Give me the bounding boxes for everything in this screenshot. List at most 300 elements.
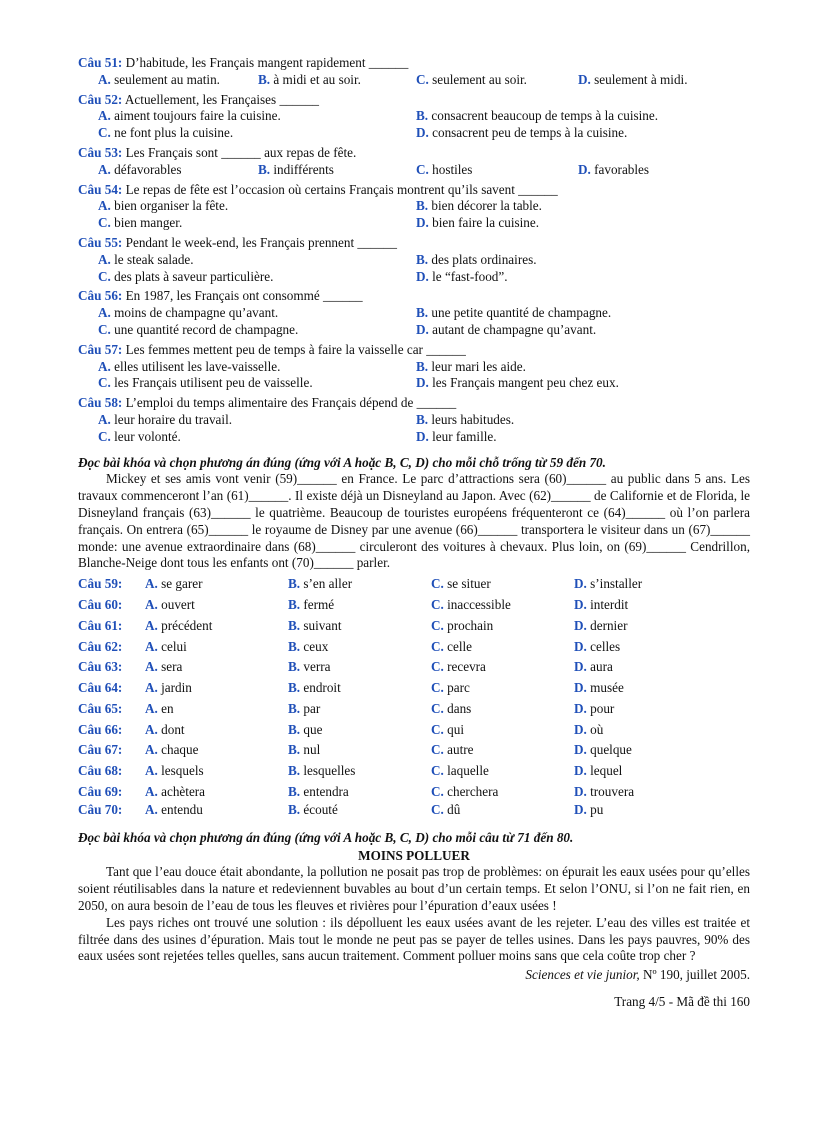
question <box>78 235 750 285</box>
option-text: celui <box>161 638 187 654</box>
answer-option <box>416 108 658 125</box>
option-text: ouvert <box>161 596 195 612</box>
option-letter: D. <box>574 596 587 612</box>
option-letter: B. <box>288 638 301 654</box>
answer-option <box>258 162 416 179</box>
question-number: Câu 54: <box>78 181 123 197</box>
source-journal: Sciences et vie junior, <box>525 967 640 983</box>
option-letter: A. <box>145 742 158 758</box>
answer-option <box>416 412 514 429</box>
option-text: précédent <box>161 617 213 633</box>
answer-option <box>145 720 288 741</box>
option-text: recevra <box>447 659 486 675</box>
question-row <box>78 803 750 817</box>
option-letter: B. <box>288 784 301 800</box>
option-letter: D. <box>574 576 587 592</box>
answer-option <box>288 720 431 741</box>
option-text: sera <box>161 659 183 675</box>
answer-option <box>288 657 431 678</box>
option-text: pour <box>590 700 615 716</box>
option-text: consacrent peu de temps à la cuisine. <box>432 125 628 141</box>
question-number: Câu 52: <box>78 91 123 107</box>
option-letter: D. <box>574 763 587 779</box>
option-letter: B. <box>416 305 429 321</box>
question-number: Câu 51: <box>78 55 123 70</box>
option-text: aura <box>590 659 613 675</box>
option-letter: C. <box>431 721 444 737</box>
option-letter: B. <box>288 801 301 817</box>
answer-option <box>288 740 431 761</box>
option-letter: A. <box>145 700 158 716</box>
option-text: indifférents <box>273 161 334 177</box>
option-text: une quantité record de champagne. <box>114 321 299 337</box>
answer-option <box>416 252 537 269</box>
answer-option <box>288 574 431 595</box>
option-letter: C. <box>431 638 444 654</box>
answer-option <box>145 699 288 720</box>
answer-option <box>288 699 431 720</box>
question-number: Câu 59: <box>78 576 123 592</box>
option-letter: B. <box>288 659 301 675</box>
question-stem <box>78 92 750 109</box>
passage-source <box>78 967 750 984</box>
option-text: laquelle <box>447 763 489 779</box>
question-stem <box>78 145 750 162</box>
option-letter: A. <box>145 576 158 592</box>
answer-option <box>416 359 526 376</box>
option-text: le “fast-food”. <box>432 268 508 284</box>
option-letter: A. <box>98 251 111 267</box>
option-letter: C. <box>416 71 429 87</box>
option-text: des plats ordinaires. <box>431 251 537 267</box>
option-letter: A. <box>145 784 158 800</box>
option-text: chaque <box>161 742 199 758</box>
option-letter: C. <box>431 784 444 800</box>
question-number: Câu 60: <box>78 596 123 612</box>
question-number: Câu 55: <box>78 234 123 250</box>
option-letter: C. <box>431 596 444 612</box>
exam-page <box>78 55 750 1011</box>
option-text: endroit <box>303 680 341 696</box>
passage-title: MOINS POLLUER <box>358 847 470 863</box>
section-heading-59-70: Đọc bài khóa và chọn phương án đúng (ứng với A hoặc B, C, D) cho mỗi chỗ trống từ 59 đến 70. <box>78 454 606 470</box>
option-text: hostiles <box>432 161 473 177</box>
question-stem <box>78 55 750 72</box>
option-text: que <box>303 721 323 737</box>
option-text: celle <box>447 638 473 654</box>
option-letter: A. <box>145 721 158 737</box>
option-letter: A. <box>98 108 111 124</box>
option-text: autant de champagne qu’avant. <box>432 321 597 337</box>
page-footer: Trang 4/5 - Mã đề thi 160 <box>614 994 750 1010</box>
option-text: lequel <box>590 763 623 779</box>
option-letter: D. <box>416 428 429 444</box>
option-row <box>78 359 750 376</box>
option-letter: D. <box>578 161 591 177</box>
option-letter: D. <box>574 638 587 654</box>
question-number: Câu 67: <box>78 742 123 758</box>
option-text: quelque <box>590 742 632 758</box>
answer-option <box>98 322 416 339</box>
option-letter: A. <box>145 659 158 675</box>
answer-option <box>431 803 574 817</box>
option-letter: B. <box>416 198 429 214</box>
option-letter: A. <box>145 617 158 633</box>
answer-option <box>288 616 431 637</box>
option-letter: A. <box>98 305 111 321</box>
option-text: dans <box>447 700 472 716</box>
option-text: consacrent beaucoup de temps à la cuisine. <box>431 108 659 124</box>
option-letter: D. <box>574 617 587 633</box>
questions-51-58 <box>78 55 750 446</box>
option-text: bien décorer la table. <box>431 198 542 214</box>
option-text: entendra <box>303 784 349 800</box>
option-row <box>78 162 750 179</box>
answer-option <box>574 678 624 699</box>
option-letter: A. <box>145 638 158 654</box>
option-text: lesquelles <box>303 763 356 779</box>
answer-option <box>574 595 628 616</box>
answer-option <box>288 761 431 782</box>
answer-option <box>431 761 574 782</box>
option-letter: C. <box>431 801 444 817</box>
question-number: Câu 64: <box>78 680 123 696</box>
answer-option <box>574 657 613 678</box>
option-text: leur volonté. <box>114 428 181 444</box>
option-letter: B. <box>288 700 301 716</box>
answer-option <box>431 574 574 595</box>
option-letter: D. <box>574 742 587 758</box>
option-letter: D. <box>416 215 429 231</box>
option-text: nul <box>303 742 321 758</box>
option-letter: D. <box>578 71 591 87</box>
option-letter: C. <box>431 742 444 758</box>
answer-option <box>98 252 416 269</box>
option-letter: D. <box>574 784 587 800</box>
option-text: lesquels <box>161 763 204 779</box>
option-text: les Français mangent peu chez eux. <box>432 375 619 391</box>
question-row <box>78 595 750 616</box>
question-number: Câu 63: <box>78 659 123 675</box>
question-text: Le repas de fête est l’occasion où certains Français montrent qu’ils savent ______ <box>125 181 558 197</box>
option-letter: B. <box>416 358 429 374</box>
question <box>78 92 750 142</box>
answer-option <box>258 72 416 89</box>
option-row <box>78 305 750 322</box>
answer-option <box>431 637 574 658</box>
answer-option <box>574 740 632 761</box>
answer-option <box>431 678 574 699</box>
answer-option <box>98 198 416 215</box>
option-letter: C. <box>431 680 444 696</box>
question-stem <box>78 395 750 412</box>
option-text: parc <box>447 680 470 696</box>
option-text: dû <box>447 801 461 817</box>
answer-option <box>431 657 574 678</box>
question-text: D’habitude, les Français mangent rapidement ______ <box>125 55 409 70</box>
option-text: les Français utilisent peu de vaisselle. <box>114 375 313 391</box>
answer-option <box>578 72 688 89</box>
answer-option <box>416 269 508 286</box>
answer-option <box>145 782 288 803</box>
option-row <box>78 252 750 269</box>
passage-paragraph-1: Tant que l’eau douce était abondante, la pollution ne posait pas trop de problèmes: on épurait les eaux usées pour qu’elles soient réutilisables dans la nature et redeviennent buvables au bout d’un certain temps. Et selon l’ONU, si l’on ne fait rien, en 2050, on aura besoin de l’eau de tous les fleuves et rivières pour l’épuration d’eaux usées ! <box>78 864 750 914</box>
option-letter: B. <box>288 763 301 779</box>
option-letter: D. <box>416 321 429 337</box>
answer-option <box>145 803 288 817</box>
option-letter: B. <box>288 680 301 696</box>
option-text: verra <box>303 659 331 675</box>
option-row <box>78 108 750 125</box>
option-text: moins de champagne qu’avant. <box>114 305 279 321</box>
option-letter: B. <box>416 108 429 124</box>
option-text: favorables <box>594 161 650 177</box>
option-letter: C. <box>98 215 111 231</box>
option-text: jardin <box>161 680 192 696</box>
answer-option <box>145 637 288 658</box>
option-text: ne font plus la cuisine. <box>114 125 234 141</box>
answer-option <box>574 699 614 720</box>
option-row <box>78 215 750 232</box>
option-text: trouvera <box>590 784 635 800</box>
answer-option <box>288 637 431 658</box>
answer-option <box>574 761 622 782</box>
option-letter: C. <box>431 617 444 633</box>
answer-option <box>98 429 416 446</box>
question-row <box>78 761 750 782</box>
option-letter: A. <box>98 161 111 177</box>
option-letter: D. <box>416 125 429 141</box>
question-row <box>78 574 750 595</box>
option-letter: C. <box>431 700 444 716</box>
question-row <box>78 720 750 741</box>
option-text: cherchera <box>447 784 499 800</box>
source-issue: Nº 190, juillet 2005. <box>642 967 750 983</box>
question-number: Câu 61: <box>78 617 123 633</box>
answer-option <box>145 761 288 782</box>
option-text: entendu <box>161 801 203 817</box>
answer-option <box>98 305 416 322</box>
option-text: leur famille. <box>432 428 497 444</box>
answer-option <box>431 782 574 803</box>
answer-option <box>431 740 574 761</box>
option-letter: D. <box>574 721 587 737</box>
question-stem <box>78 235 750 252</box>
option-text: s’installer <box>590 576 643 592</box>
option-letter: C. <box>98 268 111 284</box>
question-row <box>78 740 750 761</box>
option-text: dont <box>161 721 185 737</box>
option-letter: B. <box>416 251 429 267</box>
option-text: interdit <box>590 596 629 612</box>
answer-option <box>98 108 416 125</box>
cloze-passage: Mickey et ses amis vont venir (59)______ en France. Le parc d’attractions sera (60)______ au public dans 5 ans. Les travaux commenceront l’an (61)______. Il existe déjà un Disneyland au Japon. Avec (62)______ de Californie et de Florida, le Disneyland français (63)______ le quatrième. Beaucoup de touristes européens fréquenteront ce (64)______ où l’on parlera français. On entrera (65)______ le royaume de Disney par une avenue (66)______ transportera le visiteur dans un (67)______ monde: une avenue extraordinaire dans (68)______ circuleront des voitures à chevaux. Plus loin, on (69)______ Cendrillon, Blanche-Neige dont tous les enfants ont (70)______ parler. <box>78 471 750 571</box>
option-letter: A. <box>145 596 158 612</box>
question-number: Câu 62: <box>78 638 123 654</box>
question-number: Câu 53: <box>78 144 123 160</box>
option-letter: D. <box>574 680 587 696</box>
answer-option <box>578 162 649 179</box>
option-letter: C. <box>431 576 444 592</box>
answer-option <box>98 162 258 179</box>
answer-option <box>288 803 431 817</box>
option-text: s’en aller <box>303 576 353 592</box>
question-row <box>78 699 750 720</box>
question-text: Pendant le week-end, les Français prennent ______ <box>125 234 397 250</box>
option-text: leur horaire du travail. <box>114 411 233 427</box>
answer-option <box>145 616 288 637</box>
question-text: En 1987, les Français ont consommé ______ <box>125 288 363 304</box>
answer-option <box>288 678 431 699</box>
option-text: bien faire la cuisine. <box>432 215 540 231</box>
option-text: se situer <box>447 576 491 592</box>
option-text: ceux <box>303 638 329 654</box>
option-letter: C. <box>98 125 111 141</box>
question-row <box>78 782 750 803</box>
question-row <box>78 657 750 678</box>
option-letter: B. <box>258 71 271 87</box>
question-stem <box>78 342 750 359</box>
option-letter: C. <box>431 659 444 675</box>
question-stem <box>78 288 750 305</box>
option-letter: B. <box>258 161 271 177</box>
answer-option <box>98 269 416 286</box>
option-text: fermé <box>303 596 335 612</box>
answer-option <box>98 125 416 142</box>
answer-option <box>416 72 578 89</box>
question <box>78 145 750 179</box>
answer-option <box>98 215 416 232</box>
answer-option <box>574 803 603 817</box>
question-row <box>78 678 750 699</box>
option-letter: A. <box>98 358 111 374</box>
answer-option <box>145 657 288 678</box>
option-letter: D. <box>574 801 587 817</box>
option-row <box>78 375 750 392</box>
option-text: se garer <box>161 576 203 592</box>
option-row <box>78 125 750 142</box>
option-letter: B. <box>288 742 301 758</box>
answer-option <box>431 699 574 720</box>
option-text: défavorables <box>114 161 182 177</box>
option-row <box>78 322 750 339</box>
option-row <box>78 269 750 286</box>
option-row <box>78 429 750 446</box>
answer-option <box>416 375 619 392</box>
question <box>78 182 750 232</box>
option-letter: B. <box>288 596 301 612</box>
passage-paragraph-2: Les pays riches ont trouvé une solution : ils dépolluent les eaux usées avant de les rejeter. L’eau des villes est traitée et filtrée dans des usines d’épuration. Mais tout le monde ne peut pas se payer de telles usines. Dans les pays pauvres, 90% des eaux usées sont rejetées telles quelles, sans aucun traitement. Comment polluer moins sans que cela coûte trop cher ? <box>78 914 750 964</box>
question-number: Câu 57: <box>78 341 123 357</box>
answer-option <box>288 595 431 616</box>
option-letter: B. <box>288 617 301 633</box>
answer-option <box>145 574 288 595</box>
option-letter: A. <box>98 198 111 214</box>
question <box>78 395 750 445</box>
option-text: suivant <box>303 617 342 633</box>
answer-option <box>98 375 416 392</box>
questions-59-70 <box>78 574 750 817</box>
answer-option <box>416 125 627 142</box>
option-text: seulement au matin. <box>114 71 220 87</box>
option-letter: B. <box>288 576 301 592</box>
question <box>78 55 750 89</box>
option-text: celles <box>590 638 621 654</box>
option-text: en <box>161 700 174 716</box>
question-stem <box>78 182 750 199</box>
option-text: une petite quantité de champagne. <box>431 305 612 321</box>
question-number: Câu 66: <box>78 721 123 737</box>
option-text: seulement à midi. <box>594 71 688 87</box>
option-letter: A. <box>98 411 111 427</box>
answer-option <box>574 720 603 741</box>
answer-option <box>574 574 642 595</box>
answer-option <box>416 305 611 322</box>
answer-option <box>98 72 258 89</box>
option-letter: D. <box>416 268 429 284</box>
question-text: Les Français sont ______ aux repas de fête. <box>125 144 357 160</box>
option-row <box>78 72 750 89</box>
option-text: prochain <box>447 617 494 633</box>
option-letter: A. <box>145 680 158 696</box>
answer-option <box>431 720 574 741</box>
question-number: Câu 70: <box>78 801 123 817</box>
option-letter: D. <box>416 375 429 391</box>
answer-option <box>416 322 596 339</box>
option-letter: A. <box>145 763 158 779</box>
option-letter: A. <box>98 71 111 87</box>
question-text: Les femmes mettent peu de temps à faire la vaisselle car ______ <box>125 341 466 357</box>
option-letter: B. <box>416 411 429 427</box>
question-row <box>78 637 750 658</box>
option-text: des plats à saveur particulière. <box>114 268 274 284</box>
option-letter: C. <box>98 428 111 444</box>
question-number: Câu 68: <box>78 763 123 779</box>
question <box>78 288 750 338</box>
option-text: dernier <box>590 617 628 633</box>
option-row <box>78 412 750 429</box>
option-letter: C. <box>98 321 111 337</box>
answer-option <box>416 429 497 446</box>
answer-option <box>416 162 578 179</box>
option-text: leurs habitudes. <box>431 411 515 427</box>
answer-option <box>574 782 634 803</box>
question-number: Câu 56: <box>78 288 123 304</box>
answer-option <box>145 740 288 761</box>
option-letter: D. <box>574 659 587 675</box>
question-number: Câu 58: <box>78 395 123 411</box>
answer-option <box>98 359 416 376</box>
option-letter: A. <box>145 801 158 817</box>
option-letter: B. <box>288 721 301 737</box>
option-text: achètera <box>161 784 206 800</box>
question-row <box>78 616 750 637</box>
option-letter: C. <box>416 161 429 177</box>
answer-option <box>574 637 620 658</box>
question-number: Câu 69: <box>78 784 123 800</box>
option-text: par <box>303 700 321 716</box>
option-text: le steak salade. <box>114 251 194 267</box>
option-text: pu <box>590 801 604 817</box>
option-letter: D. <box>574 700 587 716</box>
option-text: à midi et au soir. <box>273 71 361 87</box>
answer-option <box>288 782 431 803</box>
option-text: autre <box>447 742 474 758</box>
answer-option <box>431 616 574 637</box>
option-text: aiment toujours faire la cuisine. <box>114 108 281 124</box>
option-text: bien manger. <box>114 215 183 231</box>
answer-option <box>416 198 542 215</box>
